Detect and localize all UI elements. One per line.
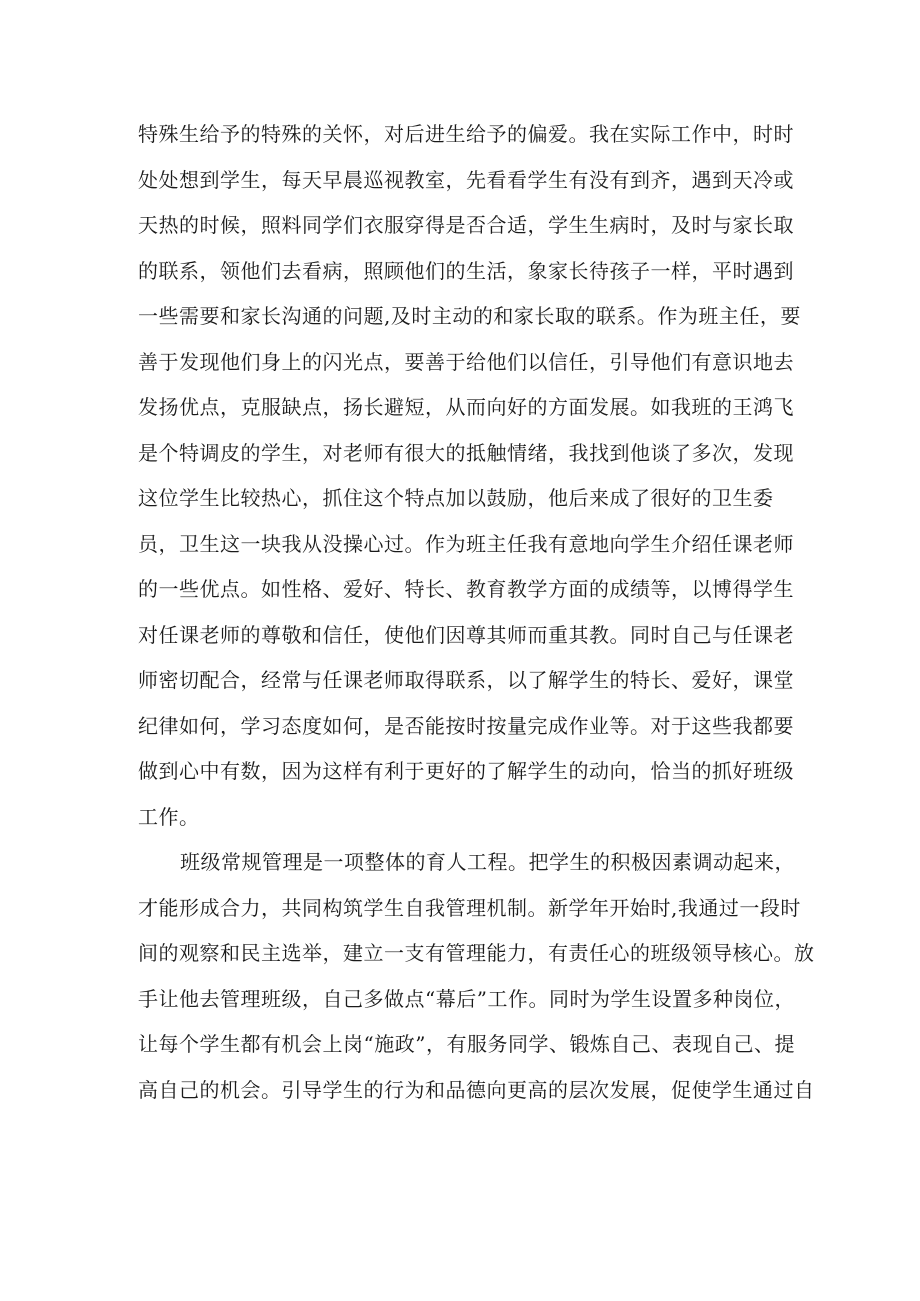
text-line: 一些需要和家长沟通的问题,及时主动的和家长取的联系。作为班主任，要 (138, 304, 801, 328)
text-line: 纪律如何，学习态度如何，是否能按时按量完成作业等。对于这些我都要 (138, 713, 794, 738)
text-line: 做到心中有数，因为这样有利于更好的了解学生的动向，恰当的抓好班级 (138, 759, 794, 783)
text-line: 员，卫生这一块我从没操心过。作为班主任我有意地向学生介绍任课老师 (138, 531, 794, 556)
text-line: 让每个学生都有机会上岗“施政”，有服务同学、锻炼自己、表现自己、提 (138, 1032, 795, 1056)
paragraph-1 (138, 112, 801, 840)
text-line: 工作。 (138, 804, 200, 829)
text-line: 是个特调皮的学生，对老师有很大的抵触情绪，我找到他谈了多次，发现 (138, 440, 794, 465)
text-line: 处处想到学生，每天早晨巡视教室，先看看学生有没有到齐，遇到天冷或 (138, 167, 794, 192)
text-line: 间的观察和民主选举，建立一支有管理能力，有责任心的班级领导核心。放 (138, 941, 815, 965)
paragraph-2 (138, 840, 815, 1113)
text-line: 高自己的机会。引导学生的行为和品德向更高的层次发展，促使学生通过自 (138, 1077, 815, 1102)
text-line: 发扬优点，克服缺点，扬长避短，从而向好的方面发展。如我班的王鸿飞 (138, 395, 794, 419)
text-line: 天热的时候，照料同学们衣服穿得是否合适，学生生病时，及时与家长取 (138, 213, 794, 237)
text-line: 善于发现他们身上的闪光点，要善于给他们以信任，引导他们有意识地去 (138, 349, 794, 374)
text-line: 的联系，领他们去看病，照顾他们的生活，象家长待孩子一样，平时遇到 (138, 258, 794, 283)
document-body (138, 112, 815, 1113)
text-line: 对任课老师的尊敬和信任，使他们因尊其师而重其教。同时自己与任课老 (138, 622, 794, 647)
text-line: 班级常规管理是一项整体的育人工程。把学生的积极因素调动起来， (180, 850, 795, 874)
text-line: 手让他去管理班级，自己多做点“幕后”工作。同时为学生设置多种岗位， (138, 986, 795, 1011)
text-line: 这位学生比较热心，抓住这个特点加以鼓励，他后来成了很好的卫生委 (138, 486, 774, 510)
text-line: 的一些优点。如性格、爱好、特长、教育教学方面的成绩等，以博得学生 (138, 577, 794, 601)
text-line: 才能形成合力，共同构筑学生自我管理机制。新学年开始时,我通过一段时 (138, 895, 801, 920)
text-line: 特殊生给予的特殊的关怀，对后进生给予的偏爱。我在实际工作中，时时 (138, 122, 794, 146)
text-line: 师密切配合，经常与任课老师取得联系，以了解学生的特长、爱好，课堂 (138, 668, 794, 692)
